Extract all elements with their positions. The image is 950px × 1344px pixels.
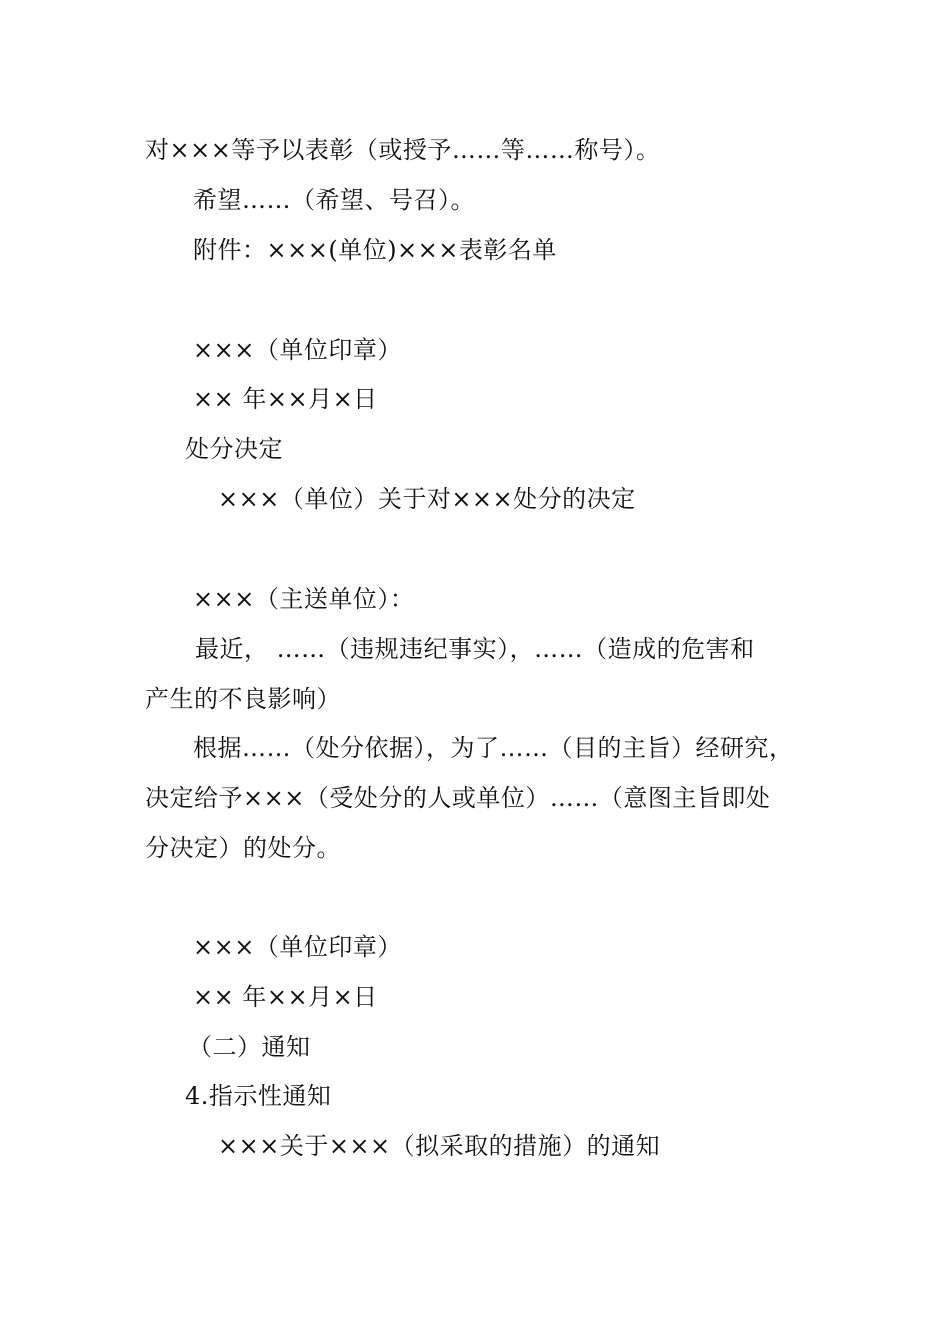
unit-seal-line: ×××（单位印章） — [193, 933, 402, 961]
body-paragraph: 最近， ……（违规违纪事实），……（造成的危害和 — [195, 635, 755, 663]
decision-paragraph-continued: 分决定）的处分。 — [145, 834, 341, 862]
document-title: ×××（单位）关于对×××处分的决定 — [218, 485, 636, 513]
basis-paragraph: 根据……（处分依据），为了……（目的主旨）经研究， — [193, 734, 794, 762]
body-paragraph-continued: 产生的不良影响） — [145, 685, 341, 713]
unit-seal-line: ×××（单位印章） — [193, 336, 402, 364]
subsection-heading: 4.指示性通知 — [185, 1082, 332, 1110]
commendation-clause: 对×××等予以表彰（或授予……等……称号）。 — [145, 136, 661, 164]
decision-paragraph: 决定给予×××（受处分的人或单位）……（意图主旨即处 — [145, 784, 771, 812]
section-heading: （二）通知 — [188, 1033, 311, 1061]
date-line: ×× 年××月×日 — [193, 983, 378, 1011]
recipient-line: ×××（主送单位）： — [193, 585, 415, 613]
date-line: ×× 年××月×日 — [193, 385, 378, 413]
attachment-line: 附件：×××(单位)×××表彰名单 — [193, 236, 557, 264]
hope-paragraph: 希望……（希望、号召）。 — [193, 186, 475, 214]
document-title: ×××关于×××（拟采取的措施）的通知 — [218, 1132, 661, 1160]
section-heading: 处分决定 — [185, 435, 283, 463]
